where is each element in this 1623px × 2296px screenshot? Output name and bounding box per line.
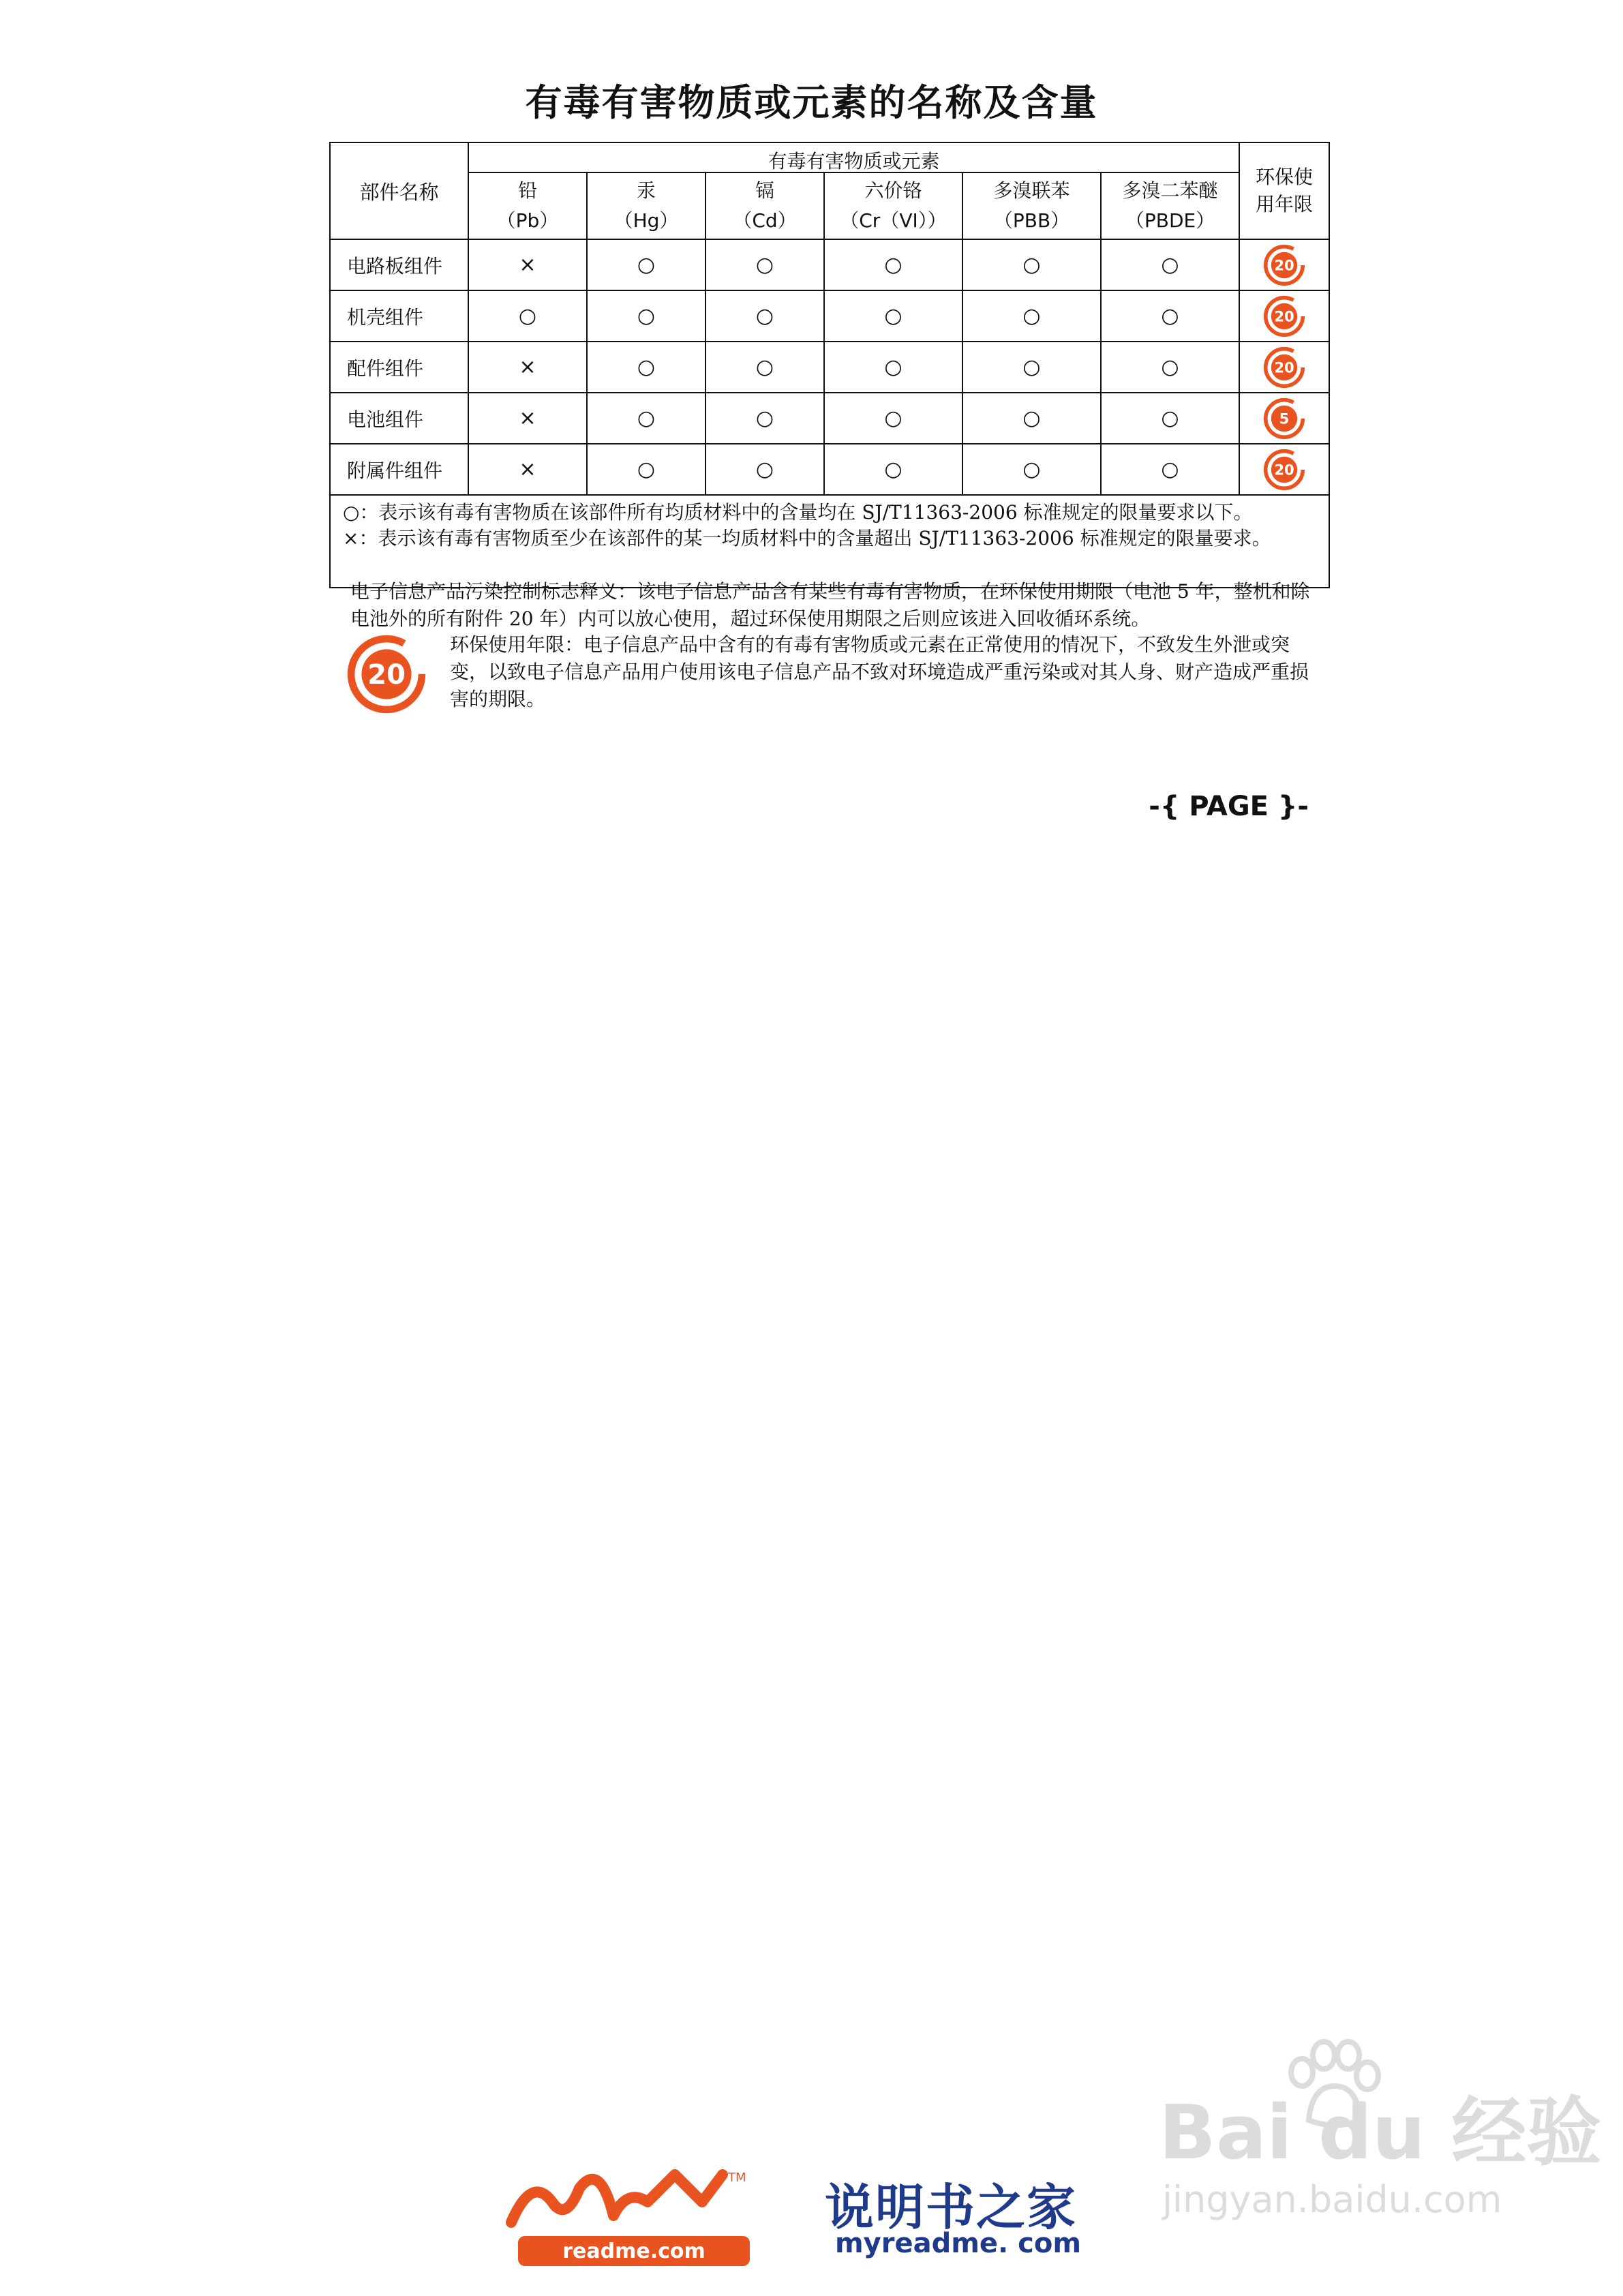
env-period-badge-icon: [1263, 295, 1305, 337]
substance-symbol: （PBDE）: [1125, 209, 1215, 232]
table-row: [330, 444, 1329, 495]
badge-years-text: 20: [1274, 307, 1294, 324]
part-name-cell: 配件组件: [330, 342, 468, 393]
substance-mark-cell: ×: [468, 342, 587, 393]
env-period-badge-icon: [1263, 346, 1305, 389]
substance-name: 汞: [636, 179, 656, 202]
part-name-cell: 电路板组件: [330, 239, 468, 290]
badge-years-text: 5: [1279, 409, 1290, 427]
substance-mark-cell: ○: [962, 239, 1101, 290]
page-field-code: -{ PAGE }-: [1149, 791, 1309, 822]
substance-header: [1101, 172, 1239, 239]
substance-mark-cell: ○: [468, 290, 587, 342]
part-name-header: 部件名称: [330, 142, 468, 239]
substance-symbol: （Hg）: [613, 209, 679, 232]
env-period-badge-icon: [1263, 449, 1305, 491]
substance-header: [468, 172, 587, 239]
env-period-badge-icon: [1263, 244, 1305, 286]
substance-symbol: （PBB）: [993, 209, 1070, 232]
site-name: 说明书之家: [825, 2179, 1078, 2236]
substance-name: 六价铬: [864, 179, 922, 202]
substance-mark-cell: ○: [706, 444, 824, 495]
table-notes: [330, 495, 1329, 588]
env-period-cell: [1239, 239, 1329, 290]
substance-symbol: （Pb）: [496, 209, 559, 232]
substance-mark-cell: ×: [468, 393, 587, 444]
document-title: 有毒有害物质或元素的名称及含量: [525, 81, 1098, 124]
substance-mark-cell: ○: [962, 342, 1101, 393]
myreadme-logo-tm: TM: [728, 2171, 746, 2185]
substance-mark-cell: ○: [706, 239, 824, 290]
env-period-cell: [1239, 342, 1329, 393]
substance-mark-cell: ○: [962, 444, 1101, 495]
myreadme-logo-word: readme.com: [562, 2239, 706, 2263]
env-period-cell: [1239, 444, 1329, 495]
substance-mark-cell: ○: [1101, 444, 1239, 495]
table-row: [330, 342, 1329, 393]
substance-name: 多溴联苯: [993, 179, 1070, 202]
substance-mark-cell: ×: [468, 444, 587, 495]
substance-mark-cell: ○: [1101, 393, 1239, 444]
substance-mark-cell: ×: [468, 239, 587, 290]
substance-mark-cell: ○: [587, 444, 706, 495]
substance-mark-cell: ○: [706, 342, 824, 393]
table-row: [330, 290, 1329, 342]
substance-mark-cell: ○: [962, 290, 1101, 342]
env-period-header-line1: 环保使: [1256, 166, 1314, 188]
substance-name: 多溴二苯醚: [1122, 179, 1218, 202]
env-period-header: [1239, 142, 1329, 239]
substance-mark-cell: ○: [706, 393, 824, 444]
substance-symbol: （Cd）: [733, 209, 797, 232]
site-url: myreadme. com: [835, 2228, 1082, 2259]
substance-header: [824, 172, 962, 239]
table-row: [330, 393, 1329, 444]
substance-name: 镉: [755, 179, 774, 202]
substance-mark-cell: ○: [587, 239, 706, 290]
part-name-cell: 机壳组件: [330, 290, 468, 342]
substance-mark-cell: ○: [962, 393, 1101, 444]
substance-mark-cell: ○: [824, 239, 962, 290]
substance-header: [587, 172, 706, 239]
env-period-legend-badge-icon: [346, 634, 427, 714]
substance-mark-cell: ○: [1101, 239, 1239, 290]
mark-explanation: 电子信息产品污染控制标志释义：该电子信息产品含有某些有毒有害物质，在环保使用期限（电池 5 年，整机和除电池外的所有附件 20 年）内可以放心使用，超过环保使用期限之后则应该进入回收循环系统。: [350, 580, 1310, 630]
note-cross: ×：表示该有毒有害物质至少在该部件的某一均质材料中的含量超出 SJ/T11363-2006 标准规定的限量要求。: [343, 527, 1271, 549]
env-period-cell: [1239, 393, 1329, 444]
substance-mark-cell: ○: [1101, 342, 1239, 393]
substance-header: [706, 172, 824, 239]
table-row: [330, 239, 1329, 290]
badge-years-text: 20: [1274, 358, 1294, 376]
substance-mark-cell: ○: [587, 393, 706, 444]
hazardous-substance-table: [329, 142, 1330, 588]
env-period-header-line2: 用年限: [1256, 193, 1314, 215]
part-name-cell: 电池组件: [330, 393, 468, 444]
substance-mark-cell: ○: [824, 342, 962, 393]
badge-years-text: 20: [367, 659, 406, 691]
env-protection-badge-icon: [346, 634, 427, 714]
substance-mark-cell: ○: [706, 290, 824, 342]
env-period-badge-icon: [1263, 397, 1305, 440]
badge-years-text: 20: [1274, 256, 1294, 273]
substance-mark-cell: ○: [587, 342, 706, 393]
substance-mark-cell: ○: [824, 290, 962, 342]
substance-group-header: 有毒有害物质或元素: [468, 142, 1239, 172]
substance-mark-cell: ○: [587, 290, 706, 342]
badge-years-text: 20: [1274, 460, 1294, 478]
baidu-jingyan-url-watermark: jingyan.baidu.com: [1162, 2178, 1502, 2221]
part-name-cell: 附属件组件: [330, 444, 468, 495]
substance-mark-cell: ○: [824, 393, 962, 444]
env-period-definition: 环保使用年限：电子信息产品中含有的有毒有害物质或元素在正常使用的情况下，不致发生外泄或突变，以致电子信息产品用户使用该电子信息产品不致对环境造成严重污染或对其人身、财产造成严重损害的期限。: [450, 633, 1309, 710]
baidu-jingyan-watermark: Bai du 经验: [1159, 2089, 1602, 2176]
note-circle: ○：表示该有毒有害物质在该部件所有均质材料中的含量均在 SJ/T11363-2006 标准规定的限量要求以下。: [343, 501, 1253, 524]
substance-symbol: （Cr（VI））: [840, 209, 947, 232]
myreadme-logo: [504, 2161, 791, 2273]
substance-mark-cell: ○: [824, 444, 962, 495]
substance-mark-cell: ○: [1101, 290, 1239, 342]
substance-name: 铅: [517, 179, 537, 202]
env-period-cell: [1239, 290, 1329, 342]
substance-header: [962, 172, 1101, 239]
